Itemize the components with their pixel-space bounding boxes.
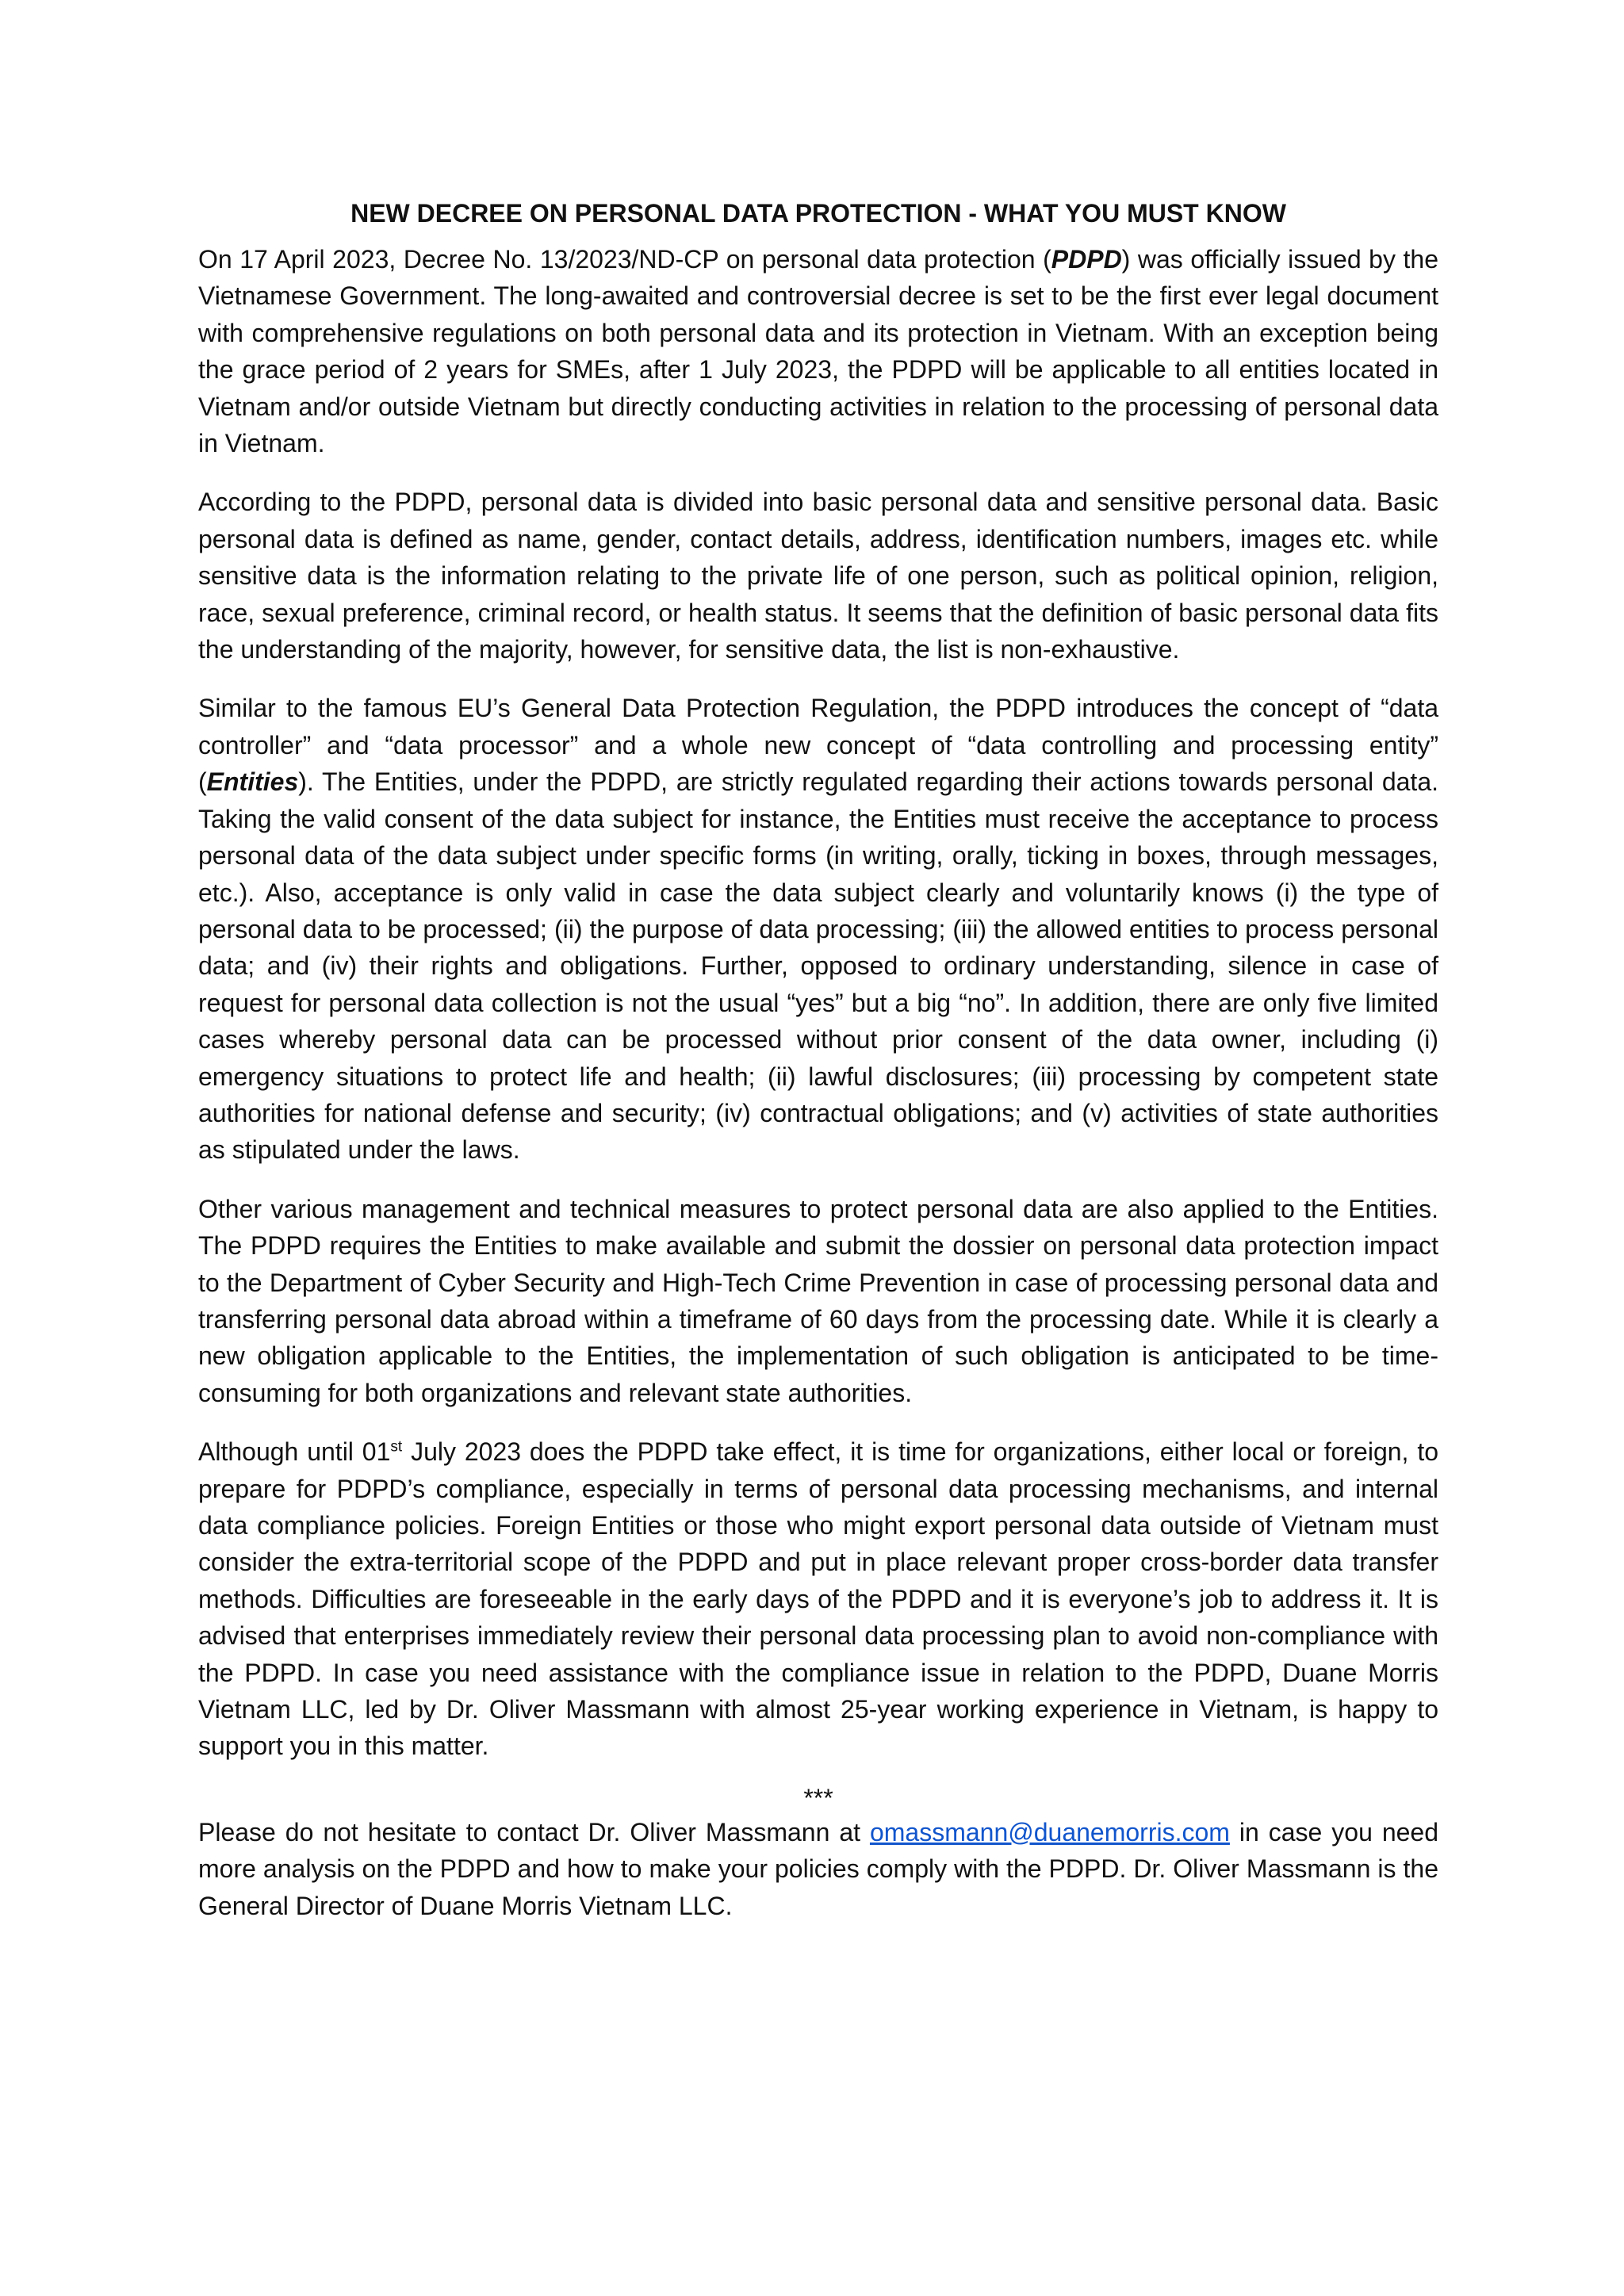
paragraph-contact-text-before: Please do not hesitate to contact Dr. Oliver Massmann at <box>198 1817 870 1846</box>
paragraph-entities-text-after: ). The Entities, under the PDPD, are strictly regulated regarding their actions towards personal data. Taking the valid consent of the data subject for instance, the Entities must receive the acceptance to process personal data of the data subject under specific forms (in writing, orally, ticking in boxes, through messages, etc.). Also, acceptance is only valid in case the data subject clearly and voluntarily knows (i) the type of personal data to be processed; (ii) the purpose of data processing; (iii) the allowed entities to process personal data; and (iv) their rights and obligations. Further, opposed to ordinary understanding, silence in case of request for personal data collection is not the usual “yes” but a big “no”. In addition, there are only five limited cases whereby personal data can be processed without prior consent of the data owner, including (i) emergency situations to protect life and health; (ii) lawful disclosures; (iii) processing by competent state authorities for national defense and security; (iv) contractual obligations; and (v) activities of state authorities as stipulated under the laws. <box>198 767 1438 1165</box>
paragraph-compliance-text-before: Although until 01 <box>198 1437 391 1467</box>
paragraph-intro-text-after: ) was officially issued by the Vietnamese Government. The long-awaited and controversial decree is set to be the first ever legal document with comprehensive regulations on both personal data and its protection in Vietnam. With an exception being the grace period of 2 years for SMEs, after 1 July 2023, the PDPD will be applicable to all entities located in Vietnam and/or outside Vietnam but directly conducting activities in relation to the processing of personal data in Vietnam. <box>198 245 1439 458</box>
paragraph-measures: Other various management and technical measures to protect personal data are also applied to the Entities. The PDPD requires the Entities to make available and submit the dossier on personal data protection impact to the Department of Cyber Security and High-Tech Crime Prevention in case of processing personal data and transferring personal data abroad within a timeframe of 60 days from the processing date. While it is clearly a new obligation applicable to the Entities, the implementation of such obligation is anticipated to be time-consuming for both organizations and relevant state authorities. <box>198 1194 1438 1407</box>
document-page <box>198 195 1438 1924</box>
document-title: NEW DECREE ON PERSONAL DATA PROTECTION - WHAT YOU MUST KNOW <box>350 199 1286 228</box>
paragraph-compliance-text-after: July 2023 does the PDPD take effect, it is time for organizations, either local or foreign, to prepare for PDPD’s compliance, especially in terms of personal data processing mechanisms, and internal data compliance policies. Foreign Entities or those who might export personal data outside of Vietnam must consider the extra-territorial scope of the PDPD and put in place relevant proper cross-border data transfer methods. Difficulties are foreseeable in the early days of the PDPD and it is everyone’s job to address it. It is advised that enterprises immediately review their personal data processing plan to avoid non-compliance with the PDPD. In case you need assistance with the compliance issue in relation to the PDPD, Duane Morris Vietnam LLC, led by Dr. Oliver Massmann with almost 25-year working experience in Vietnam, is happy to support you in this matter. <box>198 1437 1439 1761</box>
paragraph-contact-text-after: in case you need more analysis on the PDPD and how to make your policies comply with the PDPD. Dr. Oliver Massmann is the General Director of Duane Morris Vietnam LLC. <box>198 1817 1438 1920</box>
paragraph-intro-text-before: On 17 April 2023, Decree No. 13/2023/ND-CP on personal data protection ( <box>198 245 1051 274</box>
section-separator: *** <box>803 1783 833 1812</box>
term-entities: Entities <box>206 767 299 797</box>
ordinal-suffix: st <box>390 1438 403 1456</box>
paragraph-data-types: According to the PDPD, personal data is divided into basic personal data and sensitive personal data. Basic personal data is defined as name, gender, contact details, address, identification numbers, images etc. while sensitive data is the information relating to the private life of one person, such as political opinion, religion, race, sexual preference, criminal record, or health status. It seems that the definition of basic personal data fits the understanding of the majority, however, for sensitive data, the list is non-exhaustive. <box>198 488 1438 664</box>
email-link[interactable]: omassmann@duanemorris.com <box>869 1817 1230 1846</box>
paragraph-entities <box>198 690 1438 1168</box>
paragraph-intro <box>198 241 1438 461</box>
paragraph-compliance <box>198 1433 1438 1765</box>
paragraph-contact <box>198 1814 1438 1924</box>
paragraph-entities-text-before: Similar to the famous EU’s General Data Protection Regulation, the PDPD introduces the concept of “data controller” and “data processor” and a whole new concept of “data controlling and processing entity” ( <box>198 694 1438 797</box>
term-pdpd: PDPD <box>1051 245 1122 274</box>
